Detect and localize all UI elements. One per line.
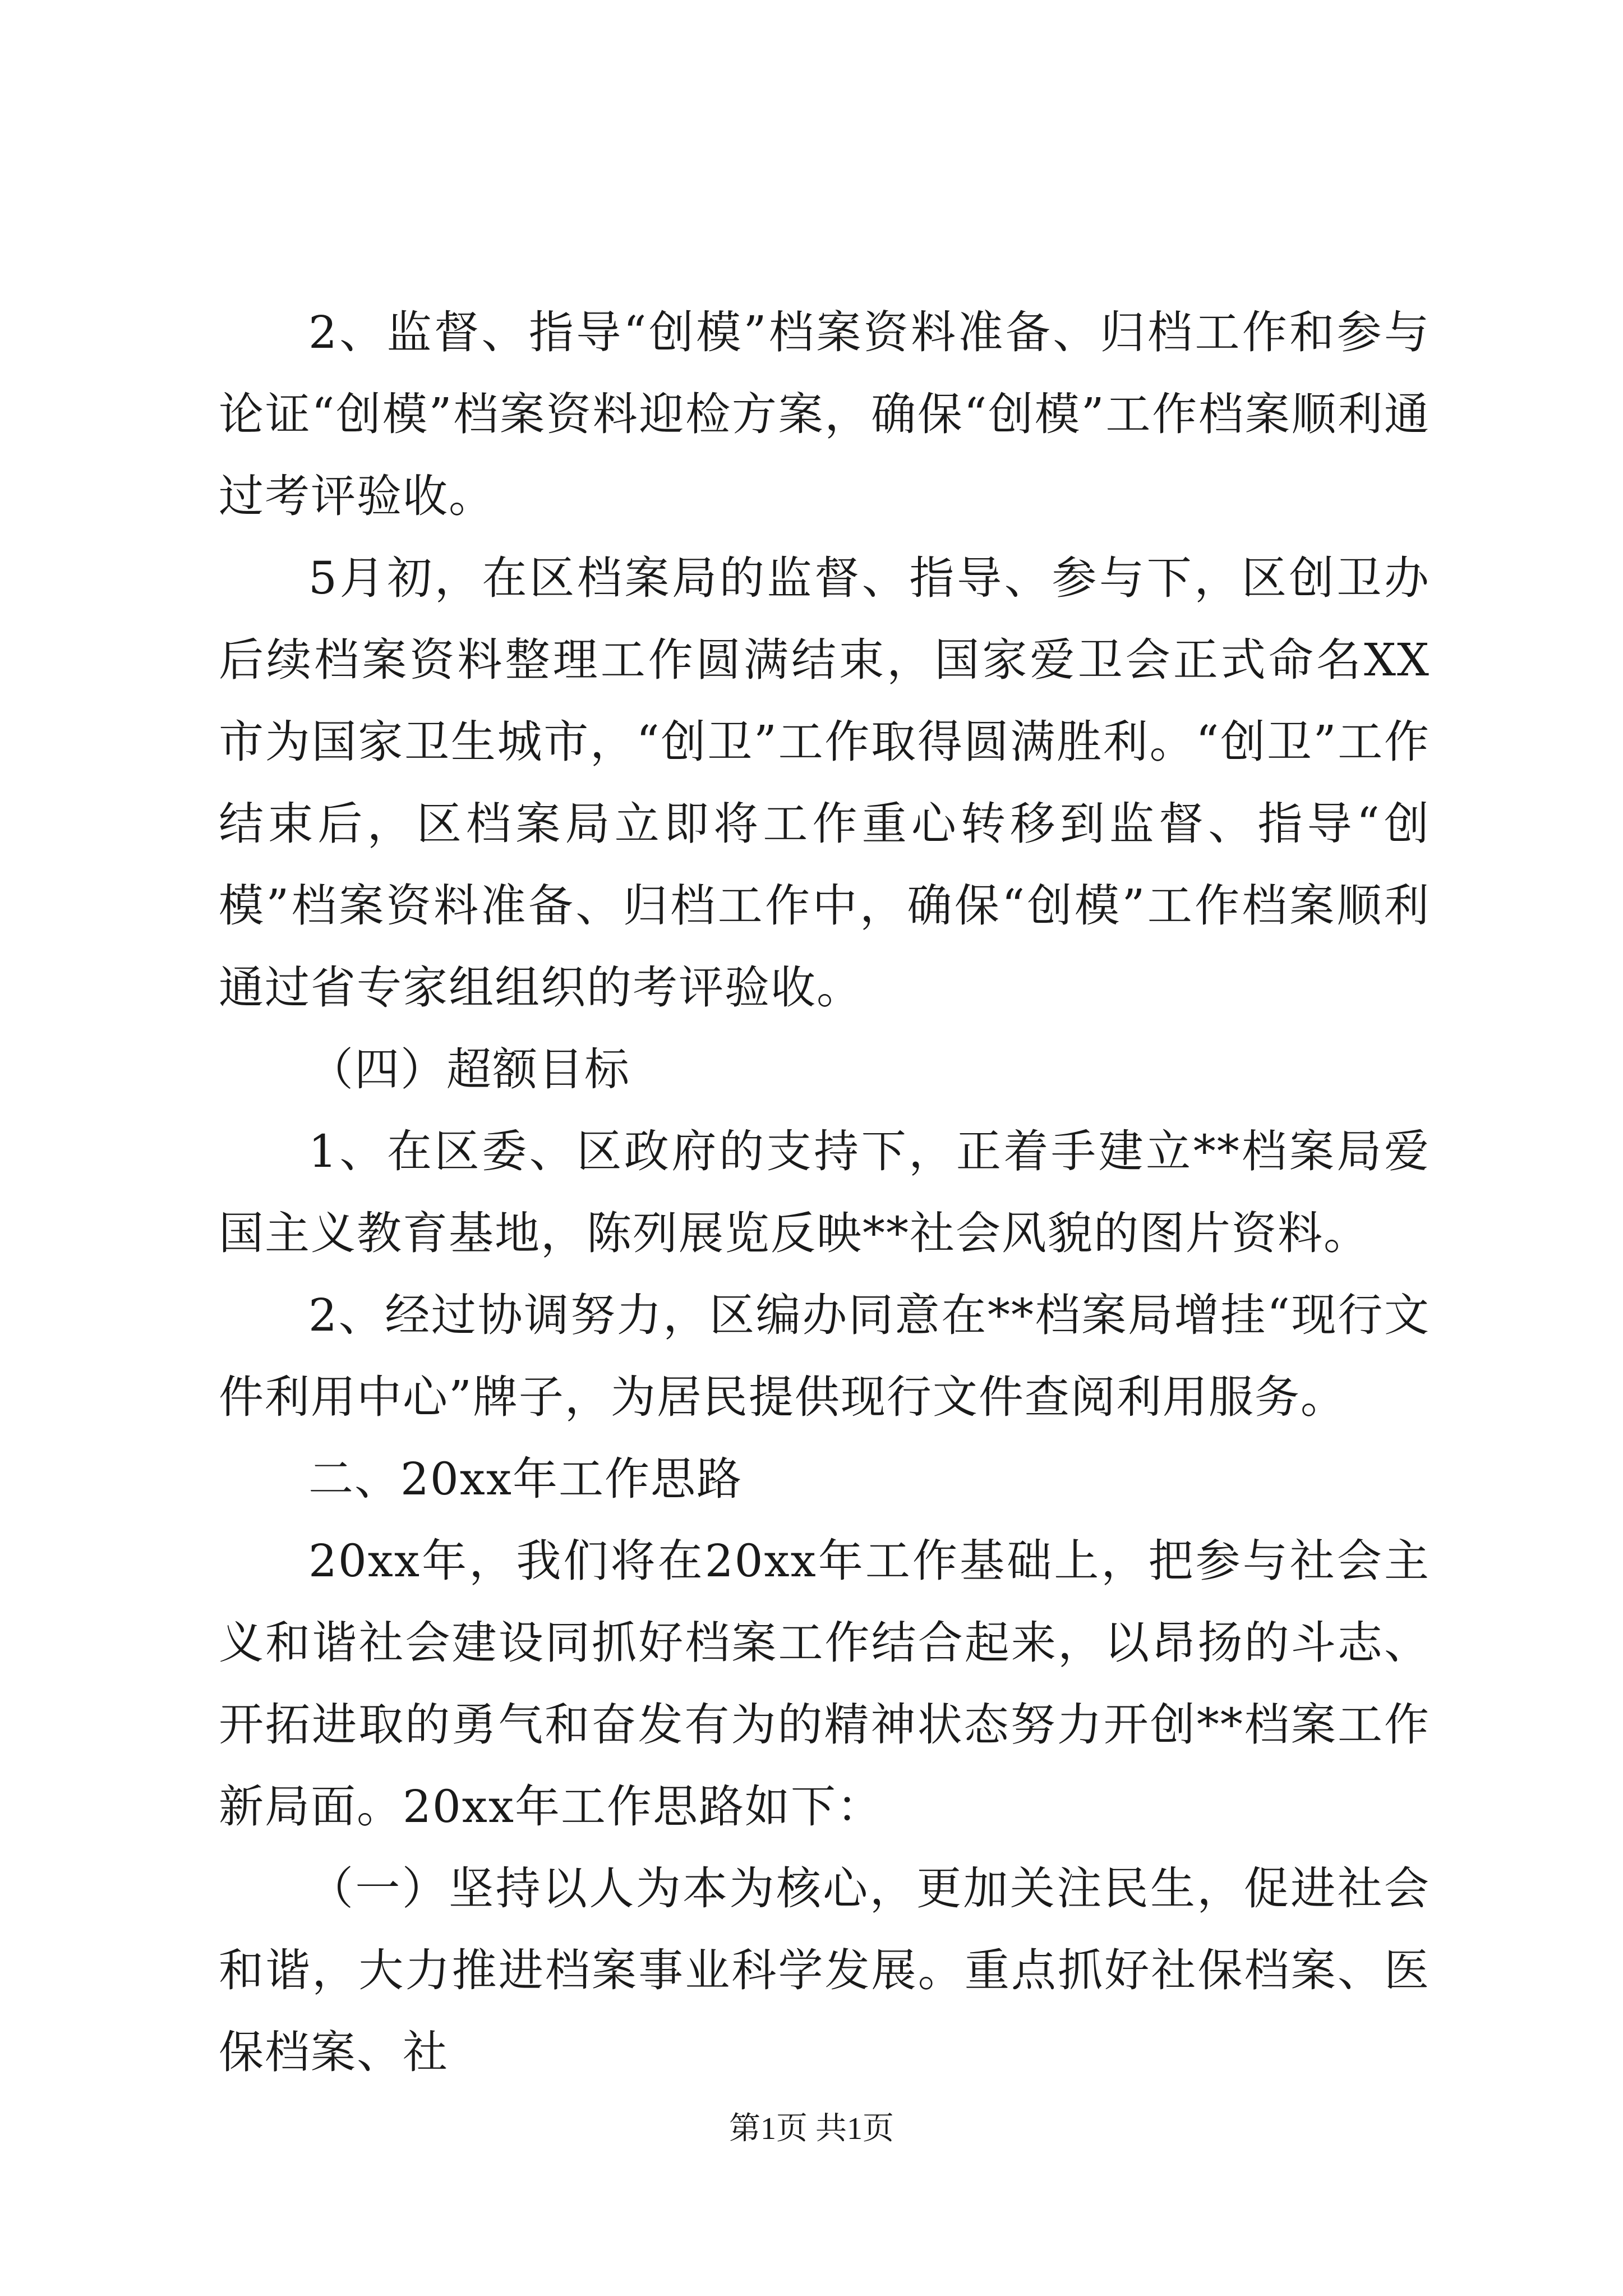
paragraph-education-base: 1、在区委、区政府的支持下，正着手建立**档案局爱国主义教育基地，陈列展览反映**社会风貌的图片资料。 [219, 1125, 1430, 1259]
section-heading-exceed-targets: （四）超额目标 [308, 1043, 630, 1096]
paragraph-monitor-guidance: 2、监督、指导“创模”档案资料准备、归档工作和参与论证“创模”档案资料迎检方案，确保“创模”工作档案顺利通过考评验收。 [219, 306, 1430, 522]
paragraph-may-progress: 5月初，在区档案局的监督、指导、参与下，区创卫办后续档案资料整理工作圆满结束，国家爱卫会正式命名XX市为国家卫生城市，“创卫”工作取得圆满胜利。“创卫”工作结束后，区档案局立即将工作重心转移到监督、指导“创模”档案资料准备、归档工作中，确保“创模”工作档案顺利通过省专家组组织的考评验收。 [219, 552, 1430, 1014]
paragraph-work-plan-intro: 20xx年，我们将在20xx年工作基础上，把参与社会主义和谐社会建设同抓好档案工作结合起来，以昂扬的斗志、开拓进取的勇气和奋发有为的精神状态努力开创**档案工作新局面。20xx年工作思路如下： [219, 1535, 1430, 1833]
section-heading-work-plan: 二、20xx年工作思路 [308, 1453, 743, 1505]
paragraph-people-oriented: （一）坚持以人为本为核心，更加关注民生，促进社会和谐，大力推进档案事业科学发展。重点抓好社保档案、医保档案、社 [219, 1862, 1430, 2078]
page-footer: 第1页 共1页 [729, 2111, 894, 2146]
paragraph-document-center: 2、经过协调努力，区编办同意在**档案局增挂“现行文件利用中心”牌子，为居民提供现行文件查阅利用服务。 [219, 1289, 1430, 1423]
document-body [219, 292, 1430, 2093]
